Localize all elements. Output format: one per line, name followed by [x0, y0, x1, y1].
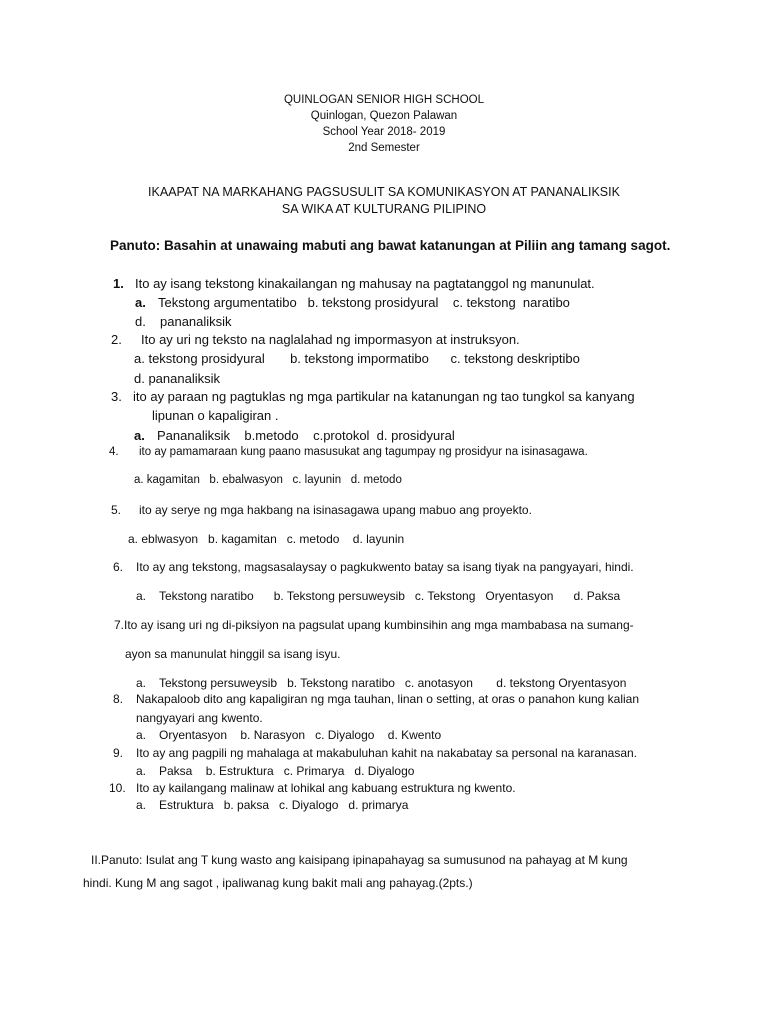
instructions: Panuto: Basahin at unawaing mabuti ang bawat katanungan at Piliin ang tamang sagot. — [110, 238, 671, 253]
choice-letter: a. — [134, 428, 145, 443]
choices-line: d. pananaliksik — [134, 371, 220, 386]
question-text: Ito ay ang tekstong, magsasalaysay o pagkukwento batay sa isang tiyak na pangyayari, hindi. — [136, 560, 634, 574]
exam-title-line2: SA WIKA AT KULTURANG PILIPINO — [281, 202, 487, 216]
choices-line: pananaliksik — [160, 314, 232, 329]
choice-letter: a. — [136, 676, 147, 690]
question-text: 7.Ito ay isang uri ng di-piksiyon na pagsulat upang kumbinsihin ang mga mambabasa na sumang- — [114, 618, 634, 632]
question-number: 5. — [111, 503, 122, 517]
question-number: 4. — [109, 446, 119, 458]
question-text: Ito ay uri ng teksto na naglalahad ng impormasyon at instruksyon. — [141, 332, 520, 347]
question-number: 10. — [109, 781, 126, 795]
question-number: 6. — [113, 560, 124, 574]
choice-letter: a. — [136, 764, 147, 778]
choice-letter: a. — [136, 589, 147, 603]
question-text-continued: nangyayari ang kwento. — [136, 711, 263, 725]
choices-line: Paksa b. Estruktura c. Primarya d. Diyalogo — [159, 764, 415, 778]
question-number: 1. — [113, 276, 124, 291]
choices-line: Tekstong naratibo b. Tekstong persuweysib c. Tekstong Oryentasyon d. Paksa — [159, 589, 621, 603]
choices-line: a. kagamitan b. ebalwasyon c. layunin d. metodo — [134, 474, 402, 486]
choices-line: Oryentasyon b. Narasyon c. Diyalogo d. Kwento — [159, 728, 442, 742]
question-text: Ito ay isang tekstong kinakailangan ng mahusay na pagtatanggol ng manunulat. — [135, 276, 595, 291]
choice-letter: d. — [135, 314, 146, 329]
question-text-continued: ayon sa manunulat hinggil sa isang isyu. — [125, 647, 341, 661]
choices-line: Tekstong persuweysib b. Tekstong naratibo c. anotasyon d. tekstong Oryentasyon — [159, 676, 627, 690]
question-number: 3. — [111, 389, 122, 404]
choices-line: Pananaliksik b.metodo c.protokol d. prosidyural — [157, 428, 455, 443]
question-text: Nakapaloob dito ang kapaligiran ng mga tauhan, linan o setting, at oras o panahon kung kalian — [136, 692, 640, 706]
school-year: School Year 2018- 2019 — [322, 126, 446, 138]
question-text: Ito ay ang pagpili ng mahalaga at makabuluhan kahit na nakabatay sa personal na karanasan. — [136, 746, 638, 760]
choice-letter: a. — [136, 728, 147, 742]
question-text: ito ay pamamaraan kung paano masusukat ang tagumpay ng prosidyur na isinasagawa. — [139, 446, 588, 458]
question-text: Ito ay kailangang malinaw at lohikal ang kabuang estruktura ng kwento. — [136, 781, 516, 795]
part2-instructions-line2: hindi. Kung M ang sagot , ipaliwanag kung bakit mali ang pahayag.(2pts.) — [83, 876, 473, 890]
choices-line: Estruktura b. paksa c. Diyalogo d. primarya — [159, 798, 409, 812]
school-name: QUINLOGAN SENIOR HIGH SCHOOL — [283, 94, 484, 106]
choices-line: a. tekstong prosidyural b. tekstong impormatibo c. tekstong deskriptibo — [134, 351, 580, 366]
choice-letter: a. — [136, 798, 147, 812]
choices-line: Tekstong argumentatibo b. tekstong prosidyural c. tekstong naratibo — [158, 295, 570, 310]
question-number: 9. — [113, 746, 124, 760]
exam-title-line1: IKAAPAT NA MARKAHANG PAGSUSULIT SA KOMUNIKASYON AT PANANALIKSIK — [148, 185, 620, 199]
school-address: Quinlogan, Quezon Palawan — [310, 110, 458, 122]
part2-instructions-line1: II.Panuto: Isulat ang T kung wasto ang kaisipang ipinapahayag sa sumusunod na pahayag at M kung — [91, 853, 628, 867]
choices-line: a. eblwasyon b. kagamitan c. metodo d. layunin — [128, 532, 405, 546]
question-number: 8. — [113, 692, 124, 706]
semester: 2nd Semester — [348, 142, 420, 154]
choice-letter: a. — [135, 295, 146, 310]
question-number: 2. — [111, 332, 122, 347]
question-text-continued: lipunan o kapaligiran . — [152, 408, 279, 423]
question-text: ito ay serye ng mga hakbang na isinasagawa upang mabuo ang proyekto. — [139, 503, 532, 517]
question-text: ito ay paraan ng pagtuklas ng mga partikular na katanungan ng tao tungkol sa kanyang — [133, 389, 635, 404]
